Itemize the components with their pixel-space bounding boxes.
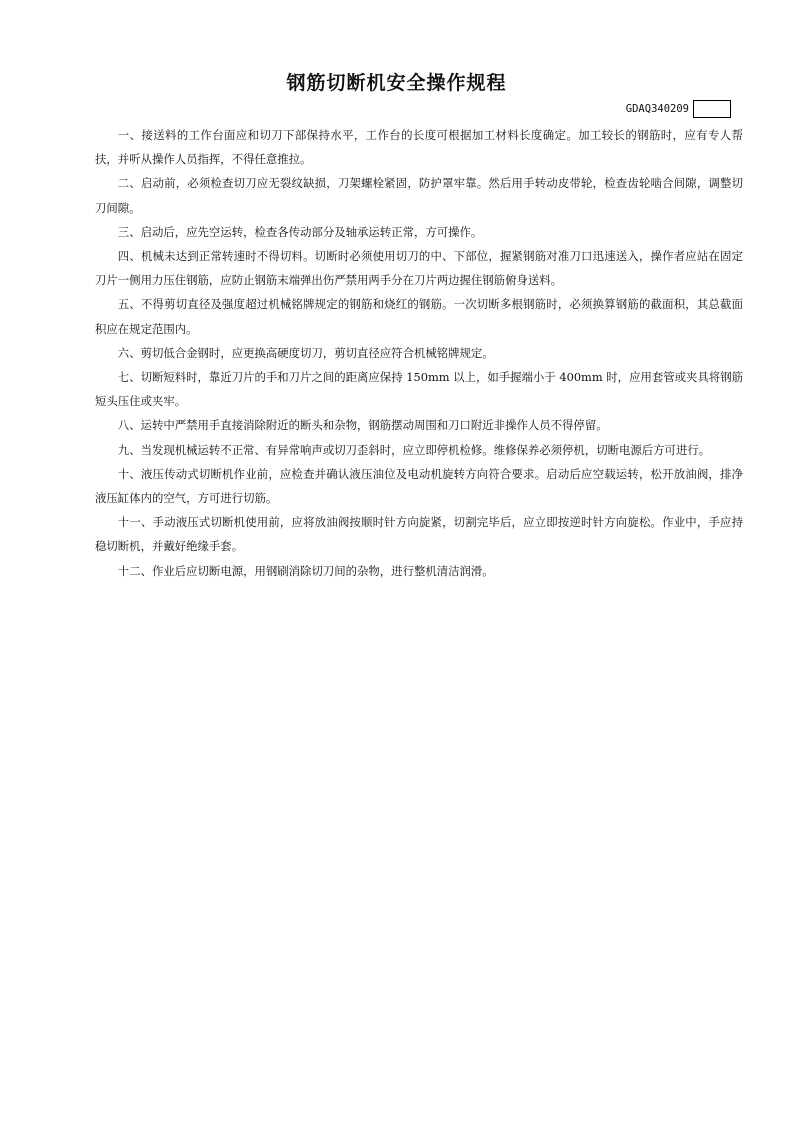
regulation-paragraph-10: 十、液压传动式切断机作业前，应检查并确认液压油位及电动机旋转方向符合要求。启动后应空载运转，松开放油阀，排净液压缸体内的空气，方可进行切筋。 <box>95 466 743 506</box>
document-code-row <box>626 100 731 118</box>
regulation-paragraph-9: 九、当发现机械运转不正常、有异常响声或切刀歪斜时，应立即停机检修。维修保养必须停机，切断电源后方可进行。 <box>117 442 711 457</box>
regulation-paragraph-7: 七、切断短料时，靠近刀片的手和刀片之间的距离应保持 150mm 以上，如手握端小于 400mm 时，应用套管或夹具将钢筋短头压住或夹牢。 <box>95 370 743 409</box>
regulation-paragraph-4: 四、机械未达到正常转速时不得切料。切断时必须使用切刀的中、下部位，握紧钢筋对准刀口迅速送入，操作者应站在固定刀片一侧用力压住钢筋，应防止钢筋末端弹出伤严禁用两手分在刀片两边握住钢筋俯身送料。 <box>95 249 743 288</box>
regulation-paragraph-2: 二、启动前，必须检查切刀应无裂纹缺损，刀架螺栓紧固，防护罩牢靠。然后用手转动皮带轮，检查齿轮啮合间隙，调整切刀间隙。 <box>95 176 743 215</box>
regulation-body <box>95 123 743 583</box>
regulation-paragraph-5: 五、不得剪切直径及强度超过机械铭牌规定的钢筋和烧红的钢筋。一次切断多根钢筋时，必须换算钢筋的截面积，其总截面积应在规定范围内。 <box>95 297 743 336</box>
regulation-paragraph-3: 三、启动后，应先空运转，检查各传动部分及轴承运转正常，方可操作。 <box>117 224 483 239</box>
regulation-paragraph-11: 十一、手动液压式切断机使用前，应将放油阀按顺时针方向旋紧，切割完毕后，应立即按逆时针方向旋松。作业中，手应持稳切断机，并戴好绝缘手套。 <box>95 515 743 554</box>
document-title: 钢筋切断机安全操作规程 <box>286 72 507 94</box>
regulation-paragraph-8: 八、运转中严禁用手直接消除附近的断头和杂物，钢筋摆动周围和刀口附近非操作人员不得停留。 <box>117 418 608 433</box>
regulation-paragraph-12: 十二、作业后应切断电源，用钢刷消除切刀间的杂物，进行整机清洁润滑。 <box>117 563 494 578</box>
code-box <box>693 100 731 118</box>
document-code: GDAQ340209 <box>625 103 689 115</box>
regulation-paragraph-1: 一、接送料的工作台面应和切刀下部保持水平，工作台的长度可根据加工材料长度确定。加工较长的钢筋时，应有专人帮扶，并听从操作人员指挥，不得任意推拉。 <box>95 128 743 167</box>
regulation-paragraph-6: 六、剪切低合金钢时，应更换高硬度切刀，剪切直径应符合机械铭牌规定。 <box>117 345 494 360</box>
